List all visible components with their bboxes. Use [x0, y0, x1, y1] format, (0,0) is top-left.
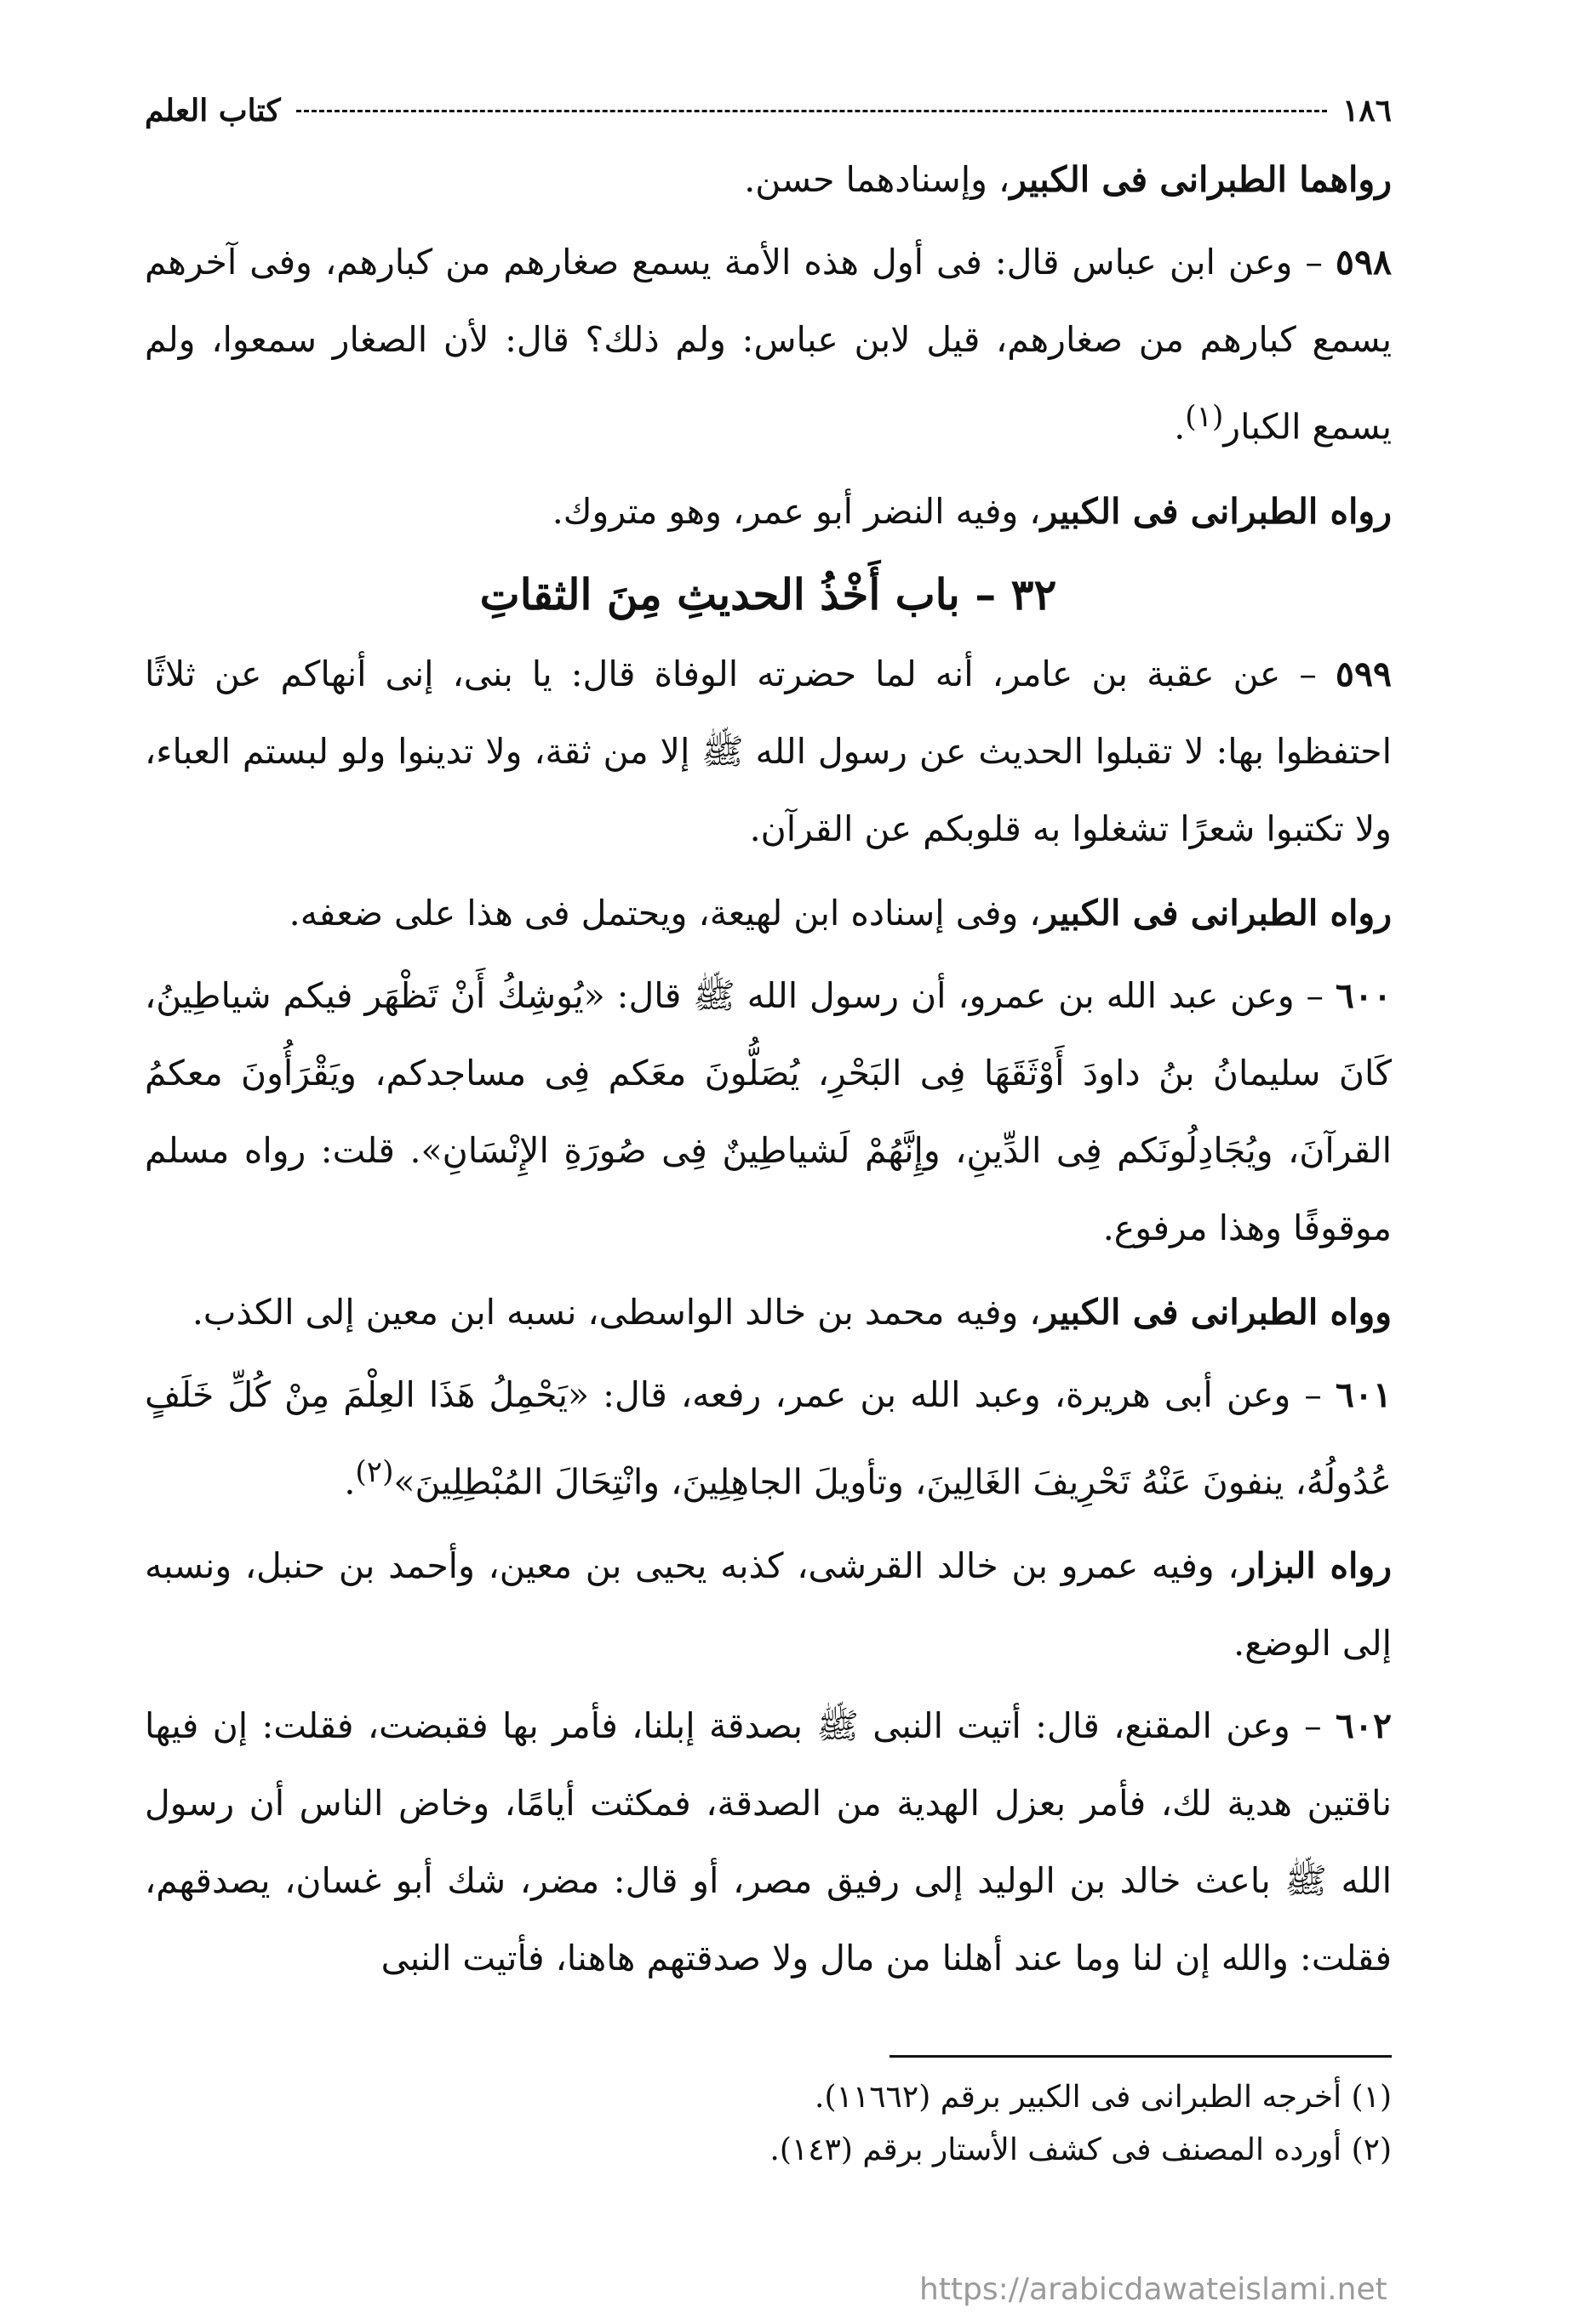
source-rest: ، وإسنادهما حسن. [744, 159, 1010, 200]
hadith-598: ٥٩٨ – وعن ابن عباس قال: فى أول هذه الأمة يسمع صغارهم من كبارهم، وفى آخرهم يسمع كبارهم من صغارهم، قيل لابن عباس: ولم ذلك؟ قال: لأن الصغار سمعوا، ولم يسمع الكبار$^{(١)}$. [145, 242, 1392, 448]
page-header [145, 85, 1392, 136]
hadith-600 [145, 957, 1392, 1267]
hadith-601: ٦٠١ – وعن أبى هريرة، وعبد الله بن عمر، رفعه، قال: «يَحْمِلُ هَذَا العِلْمَ مِنْ كُلِّ خَلَفٍ عُدُولُهُ، ينفونَ عَنْهُ تَحْرِيفَ الغَالِينَ، وتأويلَ الجاهِلِينَ، وانْتِحَالَ المُبْطِلِينَ»$^{(٢)}$. [145, 1373, 1392, 1503]
hadith-number: ٥٩٨ [1335, 242, 1392, 283]
source-name: وواه الطبرانى فى الكبير [1040, 1291, 1392, 1333]
chapter-heading: ٣٢ – باب أَخْذُ الحديثِ مِنَ الثقاتِ [479, 568, 1057, 620]
page-number: ١٨٦ [1341, 93, 1392, 128]
hadith-number: ٥٩٩ [1335, 653, 1392, 694]
hadith-text: – عن عقبة بن عامر، أنه لما حضرته الوفاة قال: يا بنى، إنى أنهاكم عن ثلاثًا احتفظوا بها: لا تقبلوا الحديث عن رسول الله ﷺ إلا من ثقة، ولا تدينوا ولو لبستم العباء، ولا تكتبوا شعرًا تشغلوا به قلوبكم عن القرآن. [145, 653, 1392, 849]
footnote-2: (٢) أورده المصنف فى كشف الأستار برقم (١٤٣). [769, 2133, 1392, 2168]
source-rest: ، وفيه عمرو بن خالد القرشى، كذبه يحيى بن معين، وأحمد بن حنبل، ونسبه إلى الوضع. [145, 1545, 1392, 1664]
hadith-text: – وعن المقنع، قال: أتيت النبى ﷺ بصدقة إبلنا، فأمر بها فقبضت، فقلت: إن فيها ناقتين هدية لك، فأمر بعزل الهدية من الصدقة، فمكثت أيامًا، وخاض الناس أن رسول الله ﷺ باعث خالد بن الوليد إلى رفيق مصر، أو قال: مضر، شك أبو غسان، يصدقهم، فقلت: والله إن لنا وما عند أهلنا من مال ولا صدقتهم هاهنا، فأتيت النبى [145, 1705, 1392, 1979]
header-rule [296, 110, 1327, 112]
hadith-text: – وعن أبى هريرة، وعبد الله بن عمر، رفعه، قال: «يَحْمِلُ هَذَا العِلْمَ مِنْ كُلِّ خَلَفٍ عُدُولُهُ، ينفونَ عَنْهُ تَحْرِيفَ الغَالِينَ، وتأويلَ الجاهِلِينَ، وانْتِحَالَ المُبْطِلِينَ» [145, 1373, 1392, 1503]
hadith-text: – وعن ابن عباس قال: فى أول هذه الأمة يسمع صغارهم من كبارهم، وفى آخرهم يسمع كبارهم من صغارهم، قيل لابن عباس: ولم ذلك؟ قال: لأن الصغار سمعوا، ولم يسمع الكبار [145, 242, 1392, 448]
source-rest: ، وفى إسناده ابن لهيعة، ويحتمل فى هذا على ضعفه. [289, 892, 1041, 934]
source-name: رواهما الطبرانى فى الكبير [1010, 159, 1392, 200]
hadith-601-attribution [145, 1527, 1392, 1682]
hadith-text: – وعن عبد الله بن عمرو، أن رسول الله ﷺ قال: «يُوشِكُ أَنْ تَظْهَر فيكم شياطِينُ، كَانَ سليمانُ بنُ داودَ أَوْثَقَهَا فِى البَحْرِ، يُصَلُّونَ معَكم فِى مساجدكم، ويَقْرَأُونَ معكمُ القرآنَ، ويُجَادِلُونَكم فِى الدِّينِ، وإِنَّهُمْ لَشياطِينٌ فِى صُورَةِ الإِنْسَانِ». قلت: رواه مسلم موقوفًا وهذا مرفوع. [145, 974, 1392, 1248]
hadith-number: ٦٠١ [1335, 1373, 1392, 1415]
source-rest: ، وفيه النضر أبو عمر، وهو متروك. [552, 490, 1041, 532]
hadith-600-attribution [145, 1274, 1392, 1351]
source-name: رواه البزار [1238, 1545, 1393, 1587]
source-rest: ، وفيه محمد بن خالد الواسطى، نسبه ابن معين إلى الكذب. [192, 1291, 1041, 1333]
footnote-separator [890, 2055, 1392, 2058]
hadith-number: ٦٠٠ [1335, 974, 1392, 1016]
footnote-1: (١) أخرجه الطبرانى فى الكبير برقم (١١٦٦٢). [815, 2080, 1392, 2116]
hadith-598-attribution [145, 473, 1392, 551]
source-name: رواه الطبرانى فى الكبير [1040, 490, 1392, 532]
hadith-599 [145, 636, 1392, 868]
book-title: كتاب العلم [145, 93, 281, 128]
footnote-ref[interactable]: (١) [1185, 400, 1224, 434]
watermark-url: https://arabicdawateislami.net [919, 2272, 1387, 2307]
footnote-ref[interactable]: (٢) [355, 1454, 394, 1489]
source-name: رواه الطبرانى فى الكبير [1040, 892, 1392, 934]
hadith-602 [145, 1687, 1392, 1997]
hadith-number: ٦٠٢ [1335, 1705, 1392, 1747]
intro-attribution [145, 141, 1392, 219]
hadith-599-attribution [145, 875, 1392, 952]
